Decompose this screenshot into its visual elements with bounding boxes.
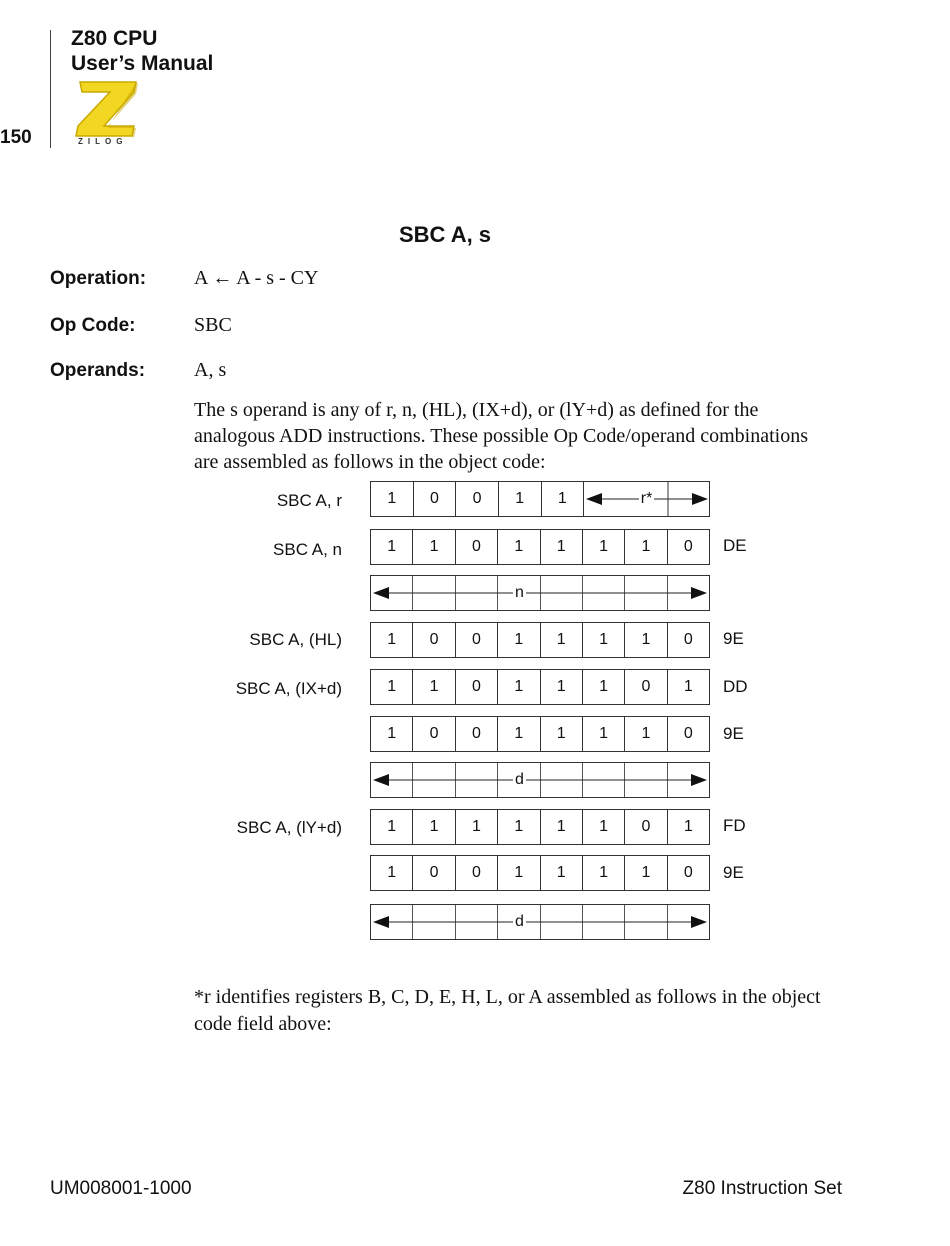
- r-field: [584, 482, 709, 516]
- operation-value: A ← A - s - CY: [194, 267, 319, 289]
- bit-cell: 1: [625, 623, 667, 657]
- bit-cell: 1: [498, 856, 540, 890]
- bit-cell: 1: [371, 856, 413, 890]
- bit-cell: 0: [456, 623, 498, 657]
- bit-cell: 1: [541, 623, 583, 657]
- bit-cell: 1: [583, 670, 625, 704]
- bit-cell: 0: [625, 810, 667, 844]
- bit-cell: 0: [625, 670, 667, 704]
- bit-cell: 1: [541, 717, 583, 751]
- bit-cell: 1: [371, 810, 413, 844]
- iy-d-field-arrow: [371, 905, 709, 939]
- header-title-line1: Z80 CPU: [71, 27, 158, 50]
- operation-label: Operation:: [50, 268, 147, 289]
- operands-label: Operands:: [50, 360, 146, 381]
- sbc-iy-opcode-register: [370, 855, 710, 891]
- bit-cell: 1: [583, 717, 625, 751]
- bit-cell: 1: [583, 856, 625, 890]
- bit-cell: 1: [371, 717, 413, 751]
- sbc-ix-prefix-register: [370, 669, 710, 705]
- bit-cell: 1: [498, 670, 540, 704]
- n-operand-field: [370, 575, 710, 611]
- bit-cell: 1: [413, 810, 455, 844]
- header-divider: [50, 30, 51, 148]
- bit-cell: 0: [683, 864, 693, 881]
- bit-cell: 1: [498, 623, 540, 657]
- bit-cell: 0: [456, 670, 498, 704]
- page-number: 150: [0, 127, 32, 148]
- r-field-label: r*: [640, 490, 653, 507]
- bit-cell: 1: [583, 530, 625, 564]
- ix-displacement-field: [370, 762, 710, 798]
- instruction-title: SBC A, s: [398, 222, 492, 247]
- bit-cell: 1: [498, 530, 540, 564]
- sbc-hl-hex: 9E: [723, 629, 744, 648]
- bit-cell: 0: [413, 717, 455, 751]
- bit-cell: 0: [456, 717, 498, 751]
- bit-cell: 1: [541, 856, 583, 890]
- sbc-ix-opcode-register: [370, 716, 710, 752]
- sbc-ix-prefix-hex: DD: [723, 677, 748, 696]
- opcode-label: Op Code:: [50, 315, 136, 336]
- bit-cell: 1: [683, 818, 693, 835]
- ix-d-field-arrow: [371, 763, 709, 797]
- bit-cell: 1: [625, 856, 667, 890]
- bit-cell: 0: [683, 631, 693, 648]
- bit-cell: 1: [371, 530, 413, 564]
- sbc-n-opcode-register: [370, 529, 710, 565]
- bit-cell: 0: [414, 482, 457, 516]
- bit-cell: 0: [456, 482, 499, 516]
- ix-d-field-label: d: [515, 771, 524, 788]
- register-footnote: *r identifies registers B, C, D, E, H, L, or A assembled as follows in the object code field above:: [194, 986, 821, 1035]
- sbc-iy-label: SBC A, (lY+d): [236, 818, 342, 837]
- sbc-iy-opcode-hex: 9E: [723, 863, 744, 882]
- bit-cell: 0: [456, 856, 498, 890]
- sbc-r-label: SBC A, r: [276, 491, 342, 510]
- bit-cell: 1: [498, 717, 540, 751]
- sbc-n-hex: DE: [723, 536, 747, 555]
- opcode-value: SBC: [194, 314, 232, 336]
- sbc-n-label: SBC A, n: [273, 540, 342, 559]
- section-name: Z80 Instruction Set: [682, 1178, 842, 1199]
- bit-cell: 1: [413, 530, 455, 564]
- bit-cell: 1: [499, 482, 542, 516]
- iy-d-field-label: d: [515, 913, 524, 930]
- bit-cell: 1: [371, 623, 413, 657]
- header-title: [71, 26, 213, 76]
- operand-description: The s operand is any of r, n, (HL), (IX+d), or (lY+d) as defined for the analogous ADD instructions. These possible Op Code/operand combinations are assembled as follows in the object code:: [194, 399, 808, 473]
- sbc-ix-label: SBC A, (IX+d): [235, 679, 342, 698]
- sbc-hl-label: SBC A, (HL): [249, 630, 342, 649]
- bit-cell: 1: [625, 717, 667, 751]
- bit-cell: 0: [683, 538, 693, 555]
- bit-cell: 0: [413, 623, 455, 657]
- operands-value: A, s: [194, 359, 227, 381]
- sbc-r-opcode-register: [370, 481, 710, 517]
- sbc-ix-opcode-hex: 9E: [723, 724, 744, 743]
- bit-cell: 0: [683, 725, 693, 742]
- bit-cell: 1: [371, 670, 413, 704]
- bit-cell: 1: [683, 678, 693, 695]
- sbc-iy-prefix-register: [370, 809, 710, 845]
- bit-cell: 1: [541, 670, 583, 704]
- logo-text: ZILOG: [78, 137, 128, 146]
- bit-cell: 0: [456, 530, 498, 564]
- bit-cell: 1: [542, 482, 585, 516]
- sbc-iy-prefix-hex: FD: [723, 816, 746, 835]
- bit-cell: 1: [371, 482, 414, 516]
- n-field-arrow: [371, 576, 709, 610]
- bit-cell: 1: [541, 810, 583, 844]
- bit-cell: 1: [413, 670, 455, 704]
- bit-cell: 1: [583, 810, 625, 844]
- bit-cell: 0: [413, 856, 455, 890]
- bit-cell: 1: [456, 810, 498, 844]
- bit-cell: 1: [541, 530, 583, 564]
- n-field-label: n: [515, 584, 524, 601]
- sbc-hl-opcode-register: [370, 622, 710, 658]
- header-title-line2: User’s Manual: [71, 52, 214, 75]
- bit-cell: 1: [625, 530, 667, 564]
- bit-cell: 1: [498, 810, 540, 844]
- document-number: UM008001-1000: [50, 1178, 192, 1199]
- iy-displacement-field: [370, 904, 710, 940]
- bit-cell: 1: [583, 623, 625, 657]
